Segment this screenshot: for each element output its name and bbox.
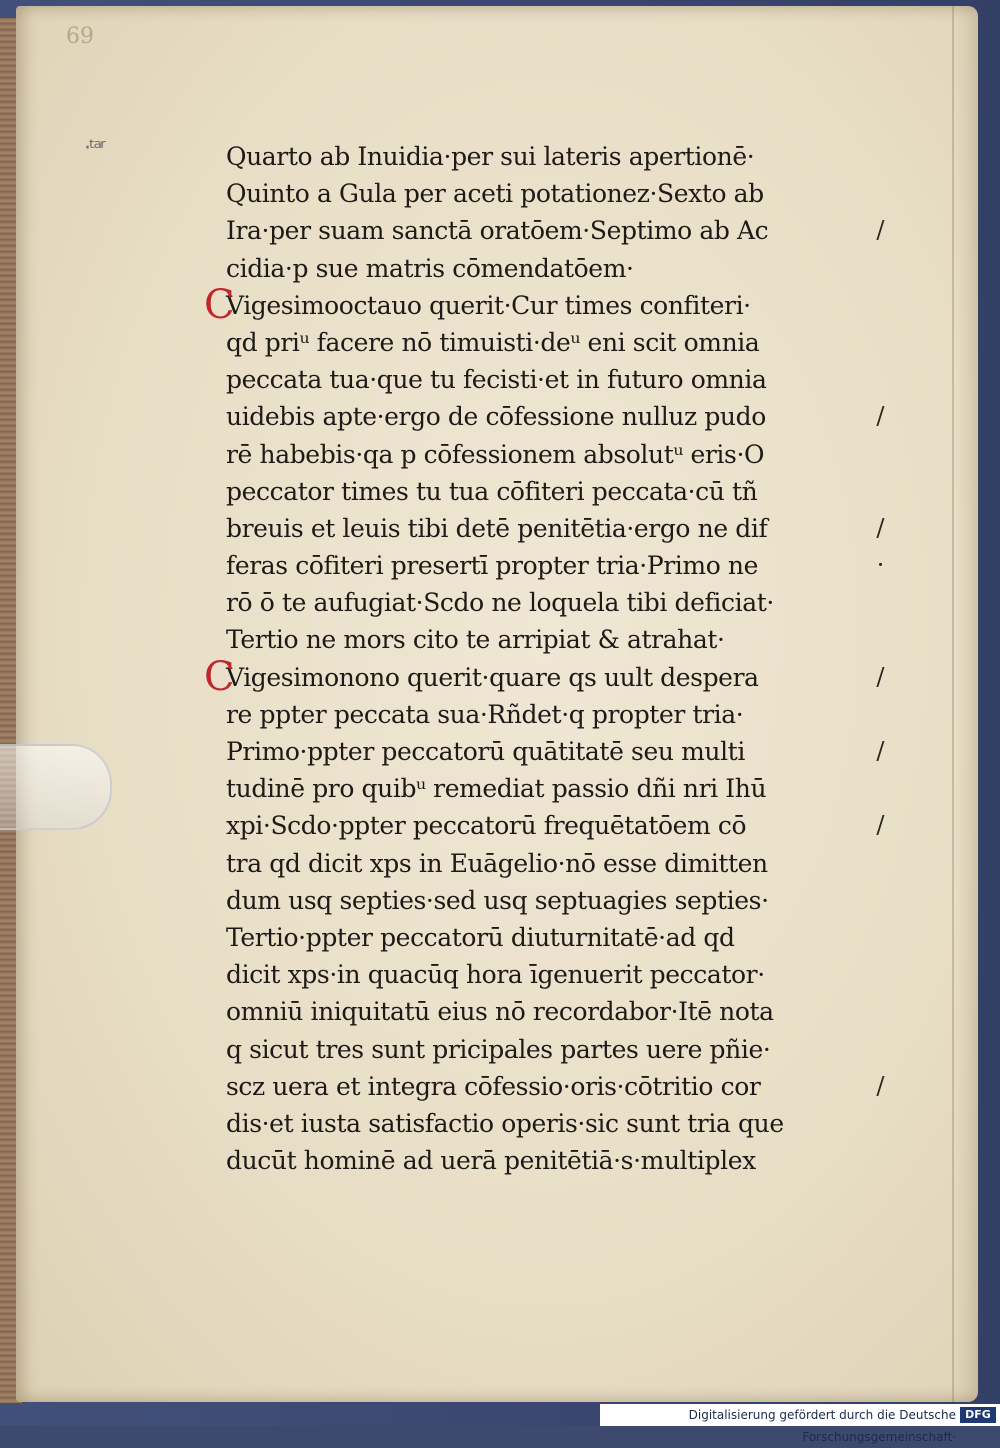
line-text: xpi·Scdo·ppter peccatorū frequētatōem cō <box>226 811 747 841</box>
text-line <box>226 436 866 473</box>
text-line <box>226 882 866 919</box>
line-end-mark: · <box>876 551 884 580</box>
line-text: rō ō te aufugiat·Scdo ne loquela tibi deficiat· <box>226 588 774 618</box>
line-text: Vigesimonono querit·quare qs uult despera <box>226 662 759 692</box>
text-line <box>226 473 866 510</box>
text-line <box>226 1105 866 1142</box>
line-end-mark: / <box>876 402 884 431</box>
line-text: q sicut tres sunt pricipales partes uere pñie· <box>226 1034 771 1064</box>
line-text: tra qd dicit xps in Euāgelio·nō esse dimitten <box>226 848 768 878</box>
pencil-mark: ·ᵗᵃʳ <box>84 136 104 161</box>
text-line <box>226 361 866 398</box>
line-text: breuis et leuis tibi detē penitētia·ergo ne dif <box>226 513 768 543</box>
line-end-mark: / <box>876 513 884 542</box>
line-end-mark: / <box>876 1071 884 1100</box>
line-text: peccator times tu tua cōfiteri peccata·cū tñ <box>226 476 758 506</box>
line-text: Tertio ne mors cito te arripiat & atrahat· <box>226 625 725 655</box>
line-text: Vigesimooctauo querit·Cur times confiteri· <box>226 290 751 320</box>
text-line <box>226 919 866 956</box>
text-line <box>226 398 884 435</box>
text-line <box>226 1142 866 1179</box>
line-text: dis·et iusta satisfactio operis·sic sunt tria que <box>226 1108 784 1138</box>
text-line <box>226 584 866 621</box>
text-line <box>226 547 884 584</box>
page-fold <box>952 6 954 1402</box>
line-text: omniū iniquitatū eius nō recordabor·Itē nota <box>226 997 774 1027</box>
line-text: Quinto a Gula per aceti potationez·Sexto ab <box>226 179 764 209</box>
line-text: uidebis apte·ergo de cōfessione nulluz pudo <box>226 402 766 432</box>
line-text: qd priᵘ facere nō timuisti·deᵘ eni scit omnia <box>226 327 760 357</box>
line-text: scz uera et integra cōfessio·oris·cōtritio cor <box>226 1071 761 1101</box>
text-line <box>226 696 866 733</box>
text-line <box>204 653 884 700</box>
line-text: re ppter peccata sua·Rñdet·q propter tria· <box>226 699 744 729</box>
text-line <box>226 807 884 844</box>
dfg-logo: DFG <box>960 1407 996 1423</box>
line-text: tudinē pro quibᵘ remediat passio dñi nri Ihū <box>226 774 767 804</box>
line-text: ducūt hominē ad uerā penitētiā·s·multiplex <box>226 1146 756 1176</box>
line-text: cidia·p sue matris cōmendatōem· <box>226 253 634 283</box>
text-line <box>226 1068 884 1105</box>
text-line <box>226 175 866 212</box>
folio-number: 69 <box>66 24 94 49</box>
line-text: dicit xps·in quacūq hora īgenuerit peccator· <box>226 960 765 990</box>
line-text: Quarto ab Inuidia·per sui lateris apertionē· <box>226 142 755 171</box>
digitization-credit: Digitalisierung gefördert durch die Deutsche Forschungsgemeinschaft· <box>600 1404 1000 1426</box>
line-text: dum usq septies·sed usq septuagies septies· <box>226 885 769 915</box>
line-text: feras cōfiteri presertī propter tria·Primo ne <box>226 551 758 581</box>
text-line <box>226 250 866 287</box>
text-line <box>226 733 884 770</box>
line-text: Ira·per suam sanctā oratōem·Septimo ab Ac <box>226 216 769 246</box>
rubricated-initial: C <box>204 281 235 328</box>
line-text: rē habebis·qa p cōfessionem absolutᵘ eris·O <box>226 439 765 469</box>
line-end-mark: / <box>876 216 884 245</box>
text-line <box>226 138 866 175</box>
line-text: peccata tua·que tu fecisti·et in futuro omnia <box>226 365 767 395</box>
line-end-mark: / <box>876 737 884 765</box>
text-line <box>226 845 866 882</box>
text-line <box>226 956 866 993</box>
line-end-mark: / <box>876 811 884 840</box>
text-line <box>204 281 866 328</box>
text-line <box>226 324 866 361</box>
line-end-mark: / <box>876 662 884 691</box>
text-block <box>204 138 884 1179</box>
rubricated-initial: C <box>204 653 235 700</box>
text-line <box>226 510 884 547</box>
line-text: Tertio·ppter peccatorū diuturnitatē·ad qd <box>226 922 735 952</box>
text-line <box>226 770 866 807</box>
text-line <box>226 621 866 658</box>
line-text: Primo·ppter peccatorū quātitatē seu multi <box>226 737 745 766</box>
text-line <box>226 1031 866 1068</box>
text-line <box>226 212 884 249</box>
text-line <box>226 993 866 1030</box>
page-clip <box>0 744 112 830</box>
